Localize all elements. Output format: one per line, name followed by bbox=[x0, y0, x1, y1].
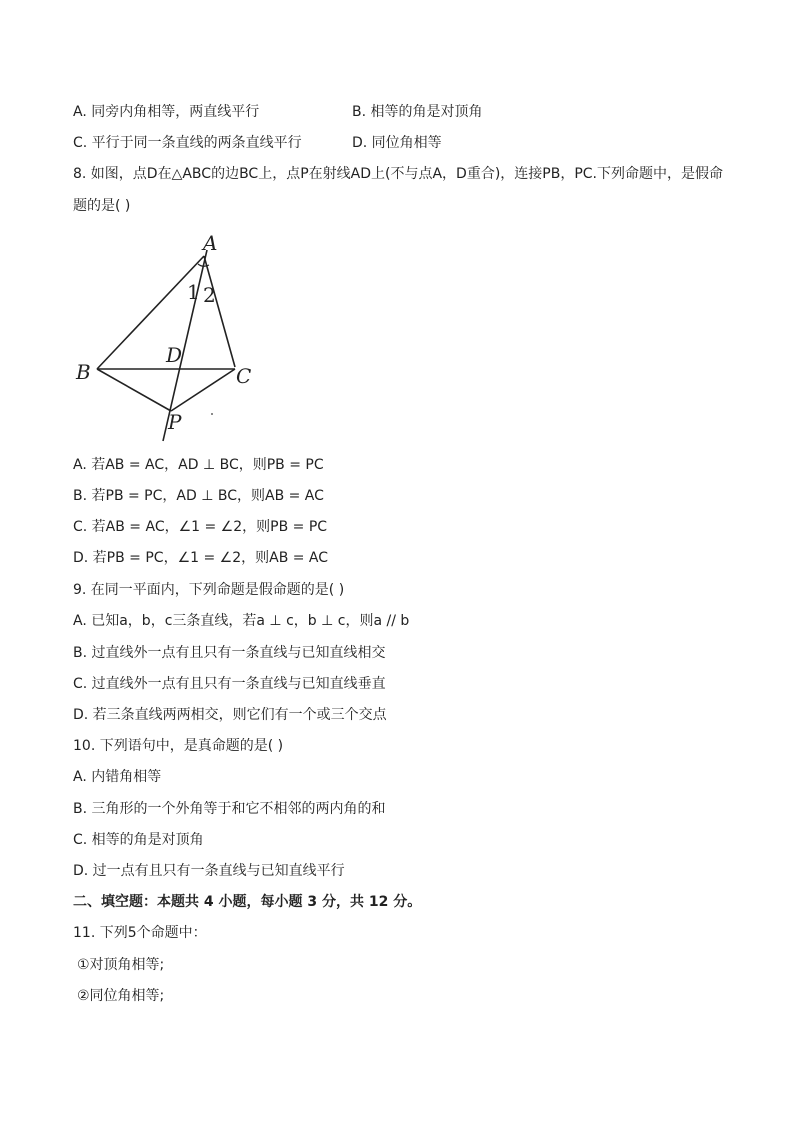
q10-option-d: D. 过一点有且只有一条直线与已知直线平行 bbox=[73, 863, 345, 879]
label-angle2: 2 bbox=[203, 283, 216, 307]
q8-geometry-figure bbox=[70, 228, 270, 448]
q9-option-c: C. 过直线外一点有且只有一条直线与已知直线垂直 bbox=[73, 676, 386, 692]
q8-stem-line2: 题的是( ) bbox=[73, 198, 131, 214]
q10-option-c: C. 相等的角是对顶角 bbox=[73, 832, 204, 848]
q8-option-c: C. 若AB = AC，∠1 = ∠2，则PB = PC bbox=[73, 519, 328, 535]
q8-stem-line1: 8. 如图，点D在△ABC的边BC上，点P在射线AD上(不与点A，D重合)，连接PB，PC.下列命题中，是假命 bbox=[73, 166, 723, 182]
q9-option-a: A. 已知a，b，c三条直线，若a ⊥ c，b ⊥ c，则a // b bbox=[73, 613, 410, 629]
label-a: A bbox=[203, 231, 218, 255]
q7-option-b: B. 相等的角是对顶角 bbox=[352, 104, 483, 120]
q10-stem: 10. 下列语句中，是真命题的是( ) bbox=[73, 738, 284, 754]
q8-option-d: D. 若PB = PC，∠1 = ∠2，则AB = AC bbox=[73, 550, 329, 566]
label-c: C bbox=[236, 364, 252, 388]
label-p: P bbox=[168, 410, 182, 434]
q9-stem: 9. 在同一平面内，下列命题是假命题的是( ) bbox=[73, 582, 345, 598]
q10-option-b: B. 三角形的一个外角等于和它不相邻的两内角的和 bbox=[73, 801, 386, 817]
q7-option-d: D. 同位角相等 bbox=[352, 135, 442, 151]
q8-option-a: A. 若AB = AC，AD ⊥ BC，则PB = PC bbox=[73, 457, 324, 473]
label-angle1: 1 bbox=[187, 280, 200, 304]
q9-option-b: B. 过直线外一点有且只有一条直线与已知直线相交 bbox=[73, 645, 386, 661]
label-d: D bbox=[166, 343, 183, 367]
q7-option-c: C. 平行于同一条直线的两条直线平行 bbox=[73, 135, 302, 151]
q11-item1: ①对顶角相等; bbox=[77, 957, 165, 973]
q11-stem: 11. 下列5个命题中： bbox=[73, 925, 207, 941]
q10-option-a: A. 内错角相等 bbox=[73, 769, 162, 785]
q8-option-b: B. 若PB = PC，AD ⊥ BC，则AB = AC bbox=[73, 488, 324, 504]
q11-item2: ②同位角相等; bbox=[77, 988, 165, 1004]
label-b: B bbox=[76, 360, 91, 384]
q9-option-d: D. 若三条直线两两相交，则它们有一个或三个交点 bbox=[73, 707, 387, 723]
q7-option-a: A. 同旁内角相等，两直线平行 bbox=[73, 104, 260, 120]
section2-heading: 二、填空题：本题共 4 小题，每小题 3 分，共 12 分。 bbox=[73, 894, 422, 910]
